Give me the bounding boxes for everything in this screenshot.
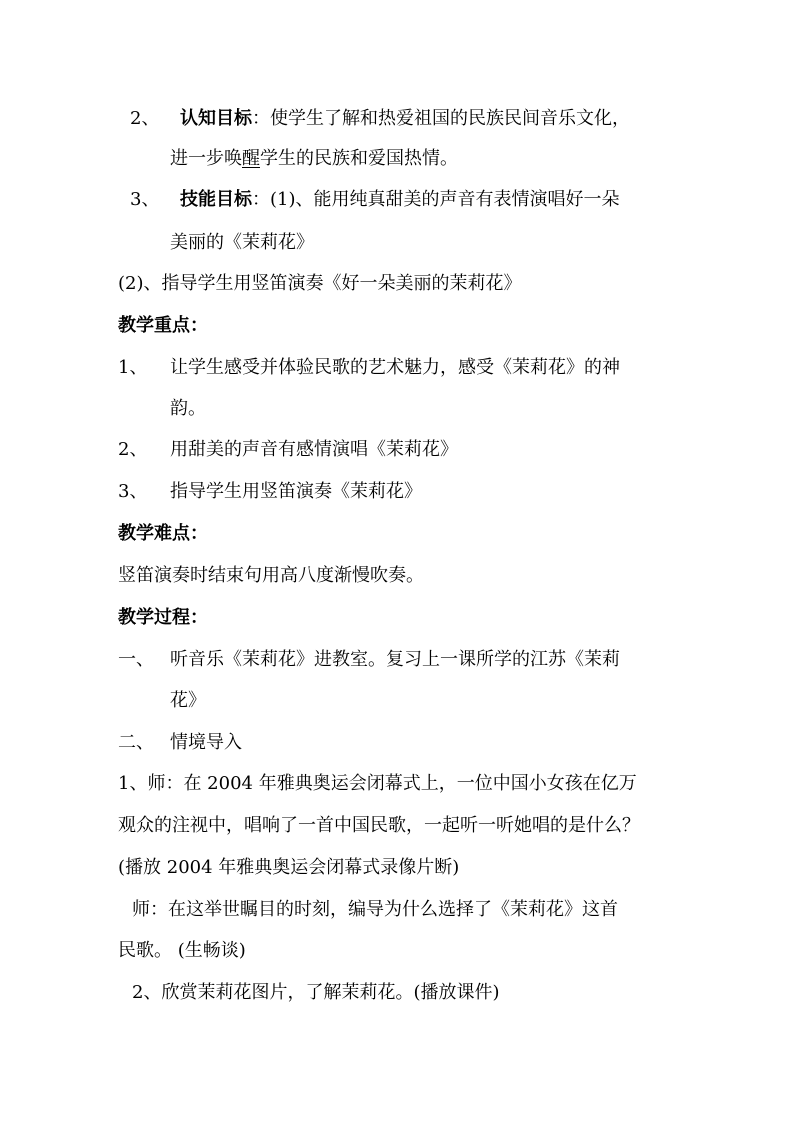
process-step1-number: 一、 bbox=[118, 649, 154, 670]
objective-cognitive-label: 认知目标 bbox=[180, 108, 252, 129]
process-step1-line2: 花》 bbox=[170, 690, 206, 711]
objective-skill-line1 bbox=[130, 188, 620, 212]
process-p1-line3: (播放 2004 年雅典奥运会闭幕式录像片断) bbox=[118, 857, 460, 878]
process-step1-line1 bbox=[118, 648, 620, 672]
key-point-3-text: 指导学生用竖笛演奏《茉莉花》 bbox=[170, 481, 422, 502]
objective-skill-label: 技能目标 bbox=[180, 189, 252, 210]
process-p3-line1: 2、欣赏茉莉花图片，了解茉莉花。(播放课件) bbox=[132, 982, 500, 1003]
process-p1-line1: 1、师：在 2004 年雅典奥运会闭幕式上，一位中国小女孩在亿万 bbox=[118, 773, 637, 794]
process-p1-line2: 观众的注视中，唱响了一首中国民歌，一起听一听她唱的是什么？ bbox=[118, 815, 640, 836]
process-p2-line2: 民歌。 (生畅谈) bbox=[118, 940, 246, 961]
process-step2-title: 情境导入 bbox=[170, 732, 242, 753]
process-step2 bbox=[118, 731, 242, 755]
objective-skill-text1: ：(1)、能用纯真甜美的声音有表情演唱好一朵 bbox=[252, 189, 620, 210]
process-step2-number: 二、 bbox=[118, 732, 154, 753]
objective-cognitive-line2 bbox=[170, 147, 458, 171]
objective-skill-sub2: (2)、指导学生用竖笛演奏《好一朵美丽的茉莉花》 bbox=[118, 273, 522, 294]
objective-cognitive-number: 2、 bbox=[130, 108, 160, 129]
key-point-3 bbox=[118, 480, 422, 504]
objective-cognitive-text2b: 学生的民族和爱国热情。 bbox=[260, 148, 458, 169]
key-point-2 bbox=[118, 438, 458, 462]
key-point-1-line1 bbox=[118, 356, 674, 380]
objective-cognitive-text2a: 进一步唤 bbox=[170, 148, 242, 169]
key-point-1-text: 让学生感受并体验民歌的艺术魅力，感受《茉莉花》的神 bbox=[170, 357, 620, 378]
key-point-3-number: 3、 bbox=[118, 481, 148, 502]
process-heading: 教学过程： bbox=[118, 607, 208, 628]
key-point-1-line2: 韵。 bbox=[170, 398, 206, 419]
key-points-heading: 教学重点： bbox=[118, 315, 208, 336]
key-point-1-number: 1、 bbox=[118, 357, 148, 378]
objective-cognitive-text1: ：使学生了解和热爱祖国的民族民间音乐文化， bbox=[252, 108, 630, 129]
objective-cognitive-underlined: 醒 bbox=[242, 148, 260, 169]
difficulty-heading: 教学难点： bbox=[118, 523, 208, 544]
key-point-2-text: 用甜美的声音有感情演唱《茉莉花》 bbox=[170, 439, 458, 460]
difficulty-text: 竖笛演奏时结束句用高八度渐慢吹奏。 bbox=[118, 565, 424, 586]
objective-cognitive-line1 bbox=[130, 107, 630, 131]
key-point-2-number: 2、 bbox=[118, 439, 148, 460]
objective-skill-line2: 美丽的《茉莉花》 bbox=[170, 232, 314, 253]
objective-skill-number: 3、 bbox=[130, 189, 160, 210]
process-p2-line1: 师：在这举世瞩目的时刻，编导为什么选择了《茉莉花》这首 bbox=[132, 899, 618, 920]
process-step1-text: 听音乐《茉莉花》进教室。复习上一课所学的江苏《茉莉 bbox=[170, 649, 620, 670]
